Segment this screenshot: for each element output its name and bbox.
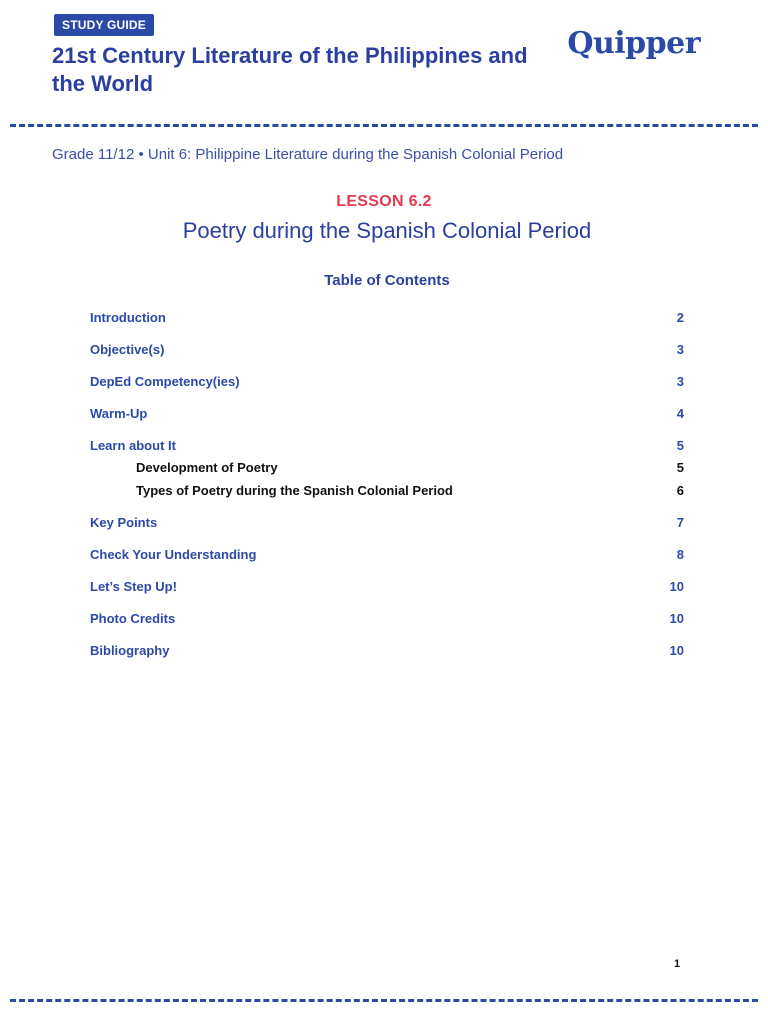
toc-item-label: Types of Poetry during the Spanish Colonial Period	[136, 483, 453, 498]
document-title: 21st Century Literature of the Philippines and the World	[52, 43, 528, 96]
toc-item-introduction[interactable]	[90, 310, 684, 330]
toc-item-label: Key Points	[90, 515, 158, 530]
toc-item-deped-competencies[interactable]	[90, 374, 684, 394]
toc-item-learn-about-it[interactable]	[90, 438, 684, 458]
toc-item-page: 2	[676, 310, 684, 325]
toc-item-page: 7	[676, 515, 684, 530]
lesson-title: Poetry during the Spanish Colonial Period	[182, 218, 592, 243]
toc-item-lets-step-up[interactable]	[90, 579, 684, 599]
lesson-number: LESSON 6.2	[336, 193, 432, 210]
toc-item-page: 10	[669, 643, 684, 658]
toc-item-label: Photo Credits	[90, 611, 176, 626]
page-number: 1	[674, 958, 681, 970]
toc-heading: Table of Contents	[324, 272, 450, 289]
toc-item-page: 5	[676, 438, 684, 453]
toc-item-label: Development of Poetry	[136, 460, 278, 475]
bottom-dotted-divider	[10, 999, 758, 1002]
top-dotted-divider	[10, 124, 758, 127]
toc-item-photo-credits[interactable]	[90, 611, 684, 631]
toc-item-page: 8	[676, 547, 684, 562]
toc-item-page: 3	[676, 342, 684, 357]
toc-item-label: DepEd Competency(ies)	[90, 374, 240, 389]
toc-item-objectives[interactable]	[90, 342, 684, 362]
toc-item-bibliography[interactable]	[90, 643, 684, 663]
toc-item-label: Let’s Step Up!	[90, 579, 177, 594]
toc-item-page: 5	[676, 460, 684, 475]
toc-item-page: 10	[669, 579, 684, 594]
toc-item-label: Check Your Understanding	[90, 547, 257, 562]
study-guide-badge: STUDY GUIDE	[54, 14, 154, 36]
toc-item-check-your-understanding[interactable]	[90, 547, 684, 567]
toc-item-label: Introduction	[90, 310, 166, 325]
toc-item-warm-up[interactable]	[90, 406, 684, 426]
toc-item-page: 3	[676, 374, 684, 389]
toc-item-page: 6	[676, 483, 684, 498]
toc-item-label: Objective(s)	[90, 342, 165, 357]
toc-item-page: 10	[669, 611, 684, 626]
toc-subitem-types-of-poetry[interactable]	[90, 483, 684, 503]
toc-item-label: Warm-Up	[90, 406, 148, 421]
toc-item-page: 4	[676, 406, 684, 421]
quipper-logo: Quipper	[567, 26, 700, 61]
toc-subitem-development-of-poetry[interactable]	[90, 460, 684, 480]
toc-item-label: Learn about It	[90, 438, 176, 453]
unit-breadcrumb: Grade 11/12 • Unit 6: Philippine Literature during the Spanish Colonial Period	[52, 146, 564, 163]
toc-item-label: Bibliography	[90, 643, 170, 658]
toc-item-key-points[interactable]	[90, 515, 684, 535]
